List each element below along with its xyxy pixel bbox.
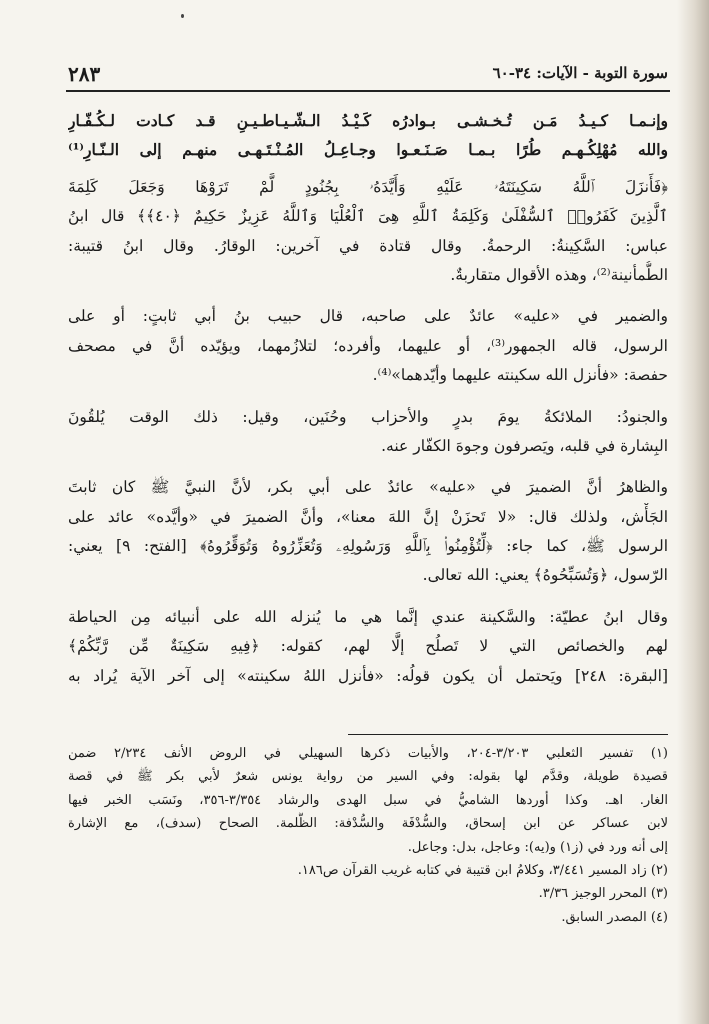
text-line: الطُّمأنينة⁽²⁾، وهذه الأقوال متقاربةٌ. <box>450 265 668 284</box>
footnote-line: لابن عساكر عن ابن إسحاق، والسُّدْفَة والسُّدْفة: الظُّلمة. الصحاح (سدف)، مع الإشارة <box>68 816 668 832</box>
poem-line: والله مُهْلِكُـهـم طُرًا بـمـا صَـنَـعـوا وجـاعِـلُ المُـنْـتَـهـى منهـم إلى الـنّـارِ⁽¹⁾ <box>68 140 668 160</box>
text-line: الرّسول، ﴿وَتُسَبِّحُوهُ﴾ يعني: الله تعالى. <box>422 566 668 585</box>
ink-speck <box>181 14 184 18</box>
text-line: الرسول ﷺ، كما جاء: ﴿لِّتُؤْمِنُوا۟ بِٱللَّهِ وَرَسُولِهِۦ وَتُعَزِّرُوهُ وَتُوَقِّرُوهُ﴾ [الفتح: ٩] يعني: <box>68 537 668 556</box>
text-line: لهم والخصائص التي لا تَصلُح إلَّا لهم، كقوله: ﴿فِيهِ سَكِينَةٌ مِّن رَّبِّكُمْ﴾ <box>68 637 668 656</box>
footnote-line: (١) تفسير الثعلبي ٣/٢٠٣-٢٠٤، والأبيات ذكرها السهيلي في الروض الأنف ٢/٢٣٤ ضمن <box>68 746 668 761</box>
text-line: والجنودُ: الملائكةُ يومَ بدرٍ والأحزاب وحُنَين، وقيل: ذلك الوقت يُلقُونَ <box>68 407 668 426</box>
text-line: والضمير في «عليه» عائدٌ على صاحبه، قال حبيب بنُ أبي ثابتٍ: أو على <box>68 307 668 326</box>
header-rule <box>66 90 670 92</box>
footnote-line: (٣) المحرر الوجيز ٣/٣٦. <box>538 886 668 902</box>
text-line: عباس: السَّكِينةُ: الرحمةُ. وقال قتادة في آخرين: الوقارُ. وقال ابنُ قتيبة: <box>68 236 668 255</box>
binding-shadow <box>677 0 709 1024</box>
text-line: ﴿فَأَنزَلَ ٱللَّهُ سَكِينَتَهُۥ عَلَيْهِ وَأَيَّدَهُۥ بِجُنُودٍ لَّمْ تَرَوْهَا وَجَعَلَ كَلِمَةَ <box>68 177 668 196</box>
text-line: البِشارة في قلبه، ويَصرفون وجوهَ الكفّار عنه. <box>381 436 668 455</box>
text-line: حفصة: «فأنزل الله سكينته عليهما وأيّدهما»⁽⁴⁾. <box>372 366 668 385</box>
page-number: ٢٨٣ <box>68 62 101 86</box>
page-header <box>68 60 668 90</box>
text-line: وقال ابنُ عطيّة: والسَّكينة عندي إنَّما هي ما يُنزله الله على أنبيائه مِن الحياطة <box>68 607 668 626</box>
text-line: الرسول، قاله الجمهور⁽³⁾، أو عليهما، وأفرده؛ لتلازُمهما، ويؤيّده أنَّ في مصحف <box>68 336 668 355</box>
footnote-line: إلى أنه ورد في (ز١) و(يه): وعاجل، بدل: وجاعل. <box>407 839 668 855</box>
text-line: والظاهرُ أنَّ الضميرَ في «عليه» عائدٌ على أبي بكر، لأنَّ النبيَّ ﷺ كان ثابتَ <box>68 478 668 497</box>
poem-line: وإنـمـا كـيـدُ مَـن تُـخـشـى بـوادرُه كَـيْـدُ الـشّـيـاطـيـنِ قـد كـادت لـكُـفّـارِ <box>68 111 668 130</box>
running-title: سورة التوبة - الآيات: ٣٤-٦٠ <box>492 64 668 82</box>
footnotes <box>68 742 668 929</box>
footnote-line: (٢) زاد المسير ٣/٤٤١، وكلامُ ابن قتيبة في كتابه غريب القرآن ص١٨٦. <box>297 862 668 878</box>
footnote-line: قصيدة طويلة، وقدَّم لها بقوله: وفي السير من رواية يونس شعرٌ لأبي بكر ﷺ في قصة <box>68 769 668 785</box>
text-line: [البقرة: ٢٤٨] ويَحتمل أن يكون قولُه: «فأنزل اللهُ سكينته» إلى آخر الآية يُراد به <box>68 666 668 685</box>
main-text <box>68 106 668 691</box>
footnote-line: الغار. اهـ. وكذا أوردها الشاميُّ في سبل الهدى والرشاد ٣/٣٥٤-٣٥٦، ونَسَب الخبر فيها <box>68 792 668 808</box>
footnote-rule <box>348 734 668 735</box>
text-line: الجَأْش، ولذلك قال: «لا تَحزَنْ إنَّ اللهَ معنا»، وأنَّ الضميرَ في «وأيَّده» عائد على <box>68 507 668 526</box>
footnote-line: (٤) المصدر السابق. <box>561 909 668 925</box>
text-line: ٱلَّذِينَ كَفَرُوا۟ ٱلسُّفْلَىٰ وَكَلِمَةُ ٱللَّهِ هِىَ ٱلْعُلْيَا وَٱللَّهُ عَزِيزٌ حَكِيمٌ ﴿٤٠﴾﴾ قال ابنُ <box>68 207 668 226</box>
